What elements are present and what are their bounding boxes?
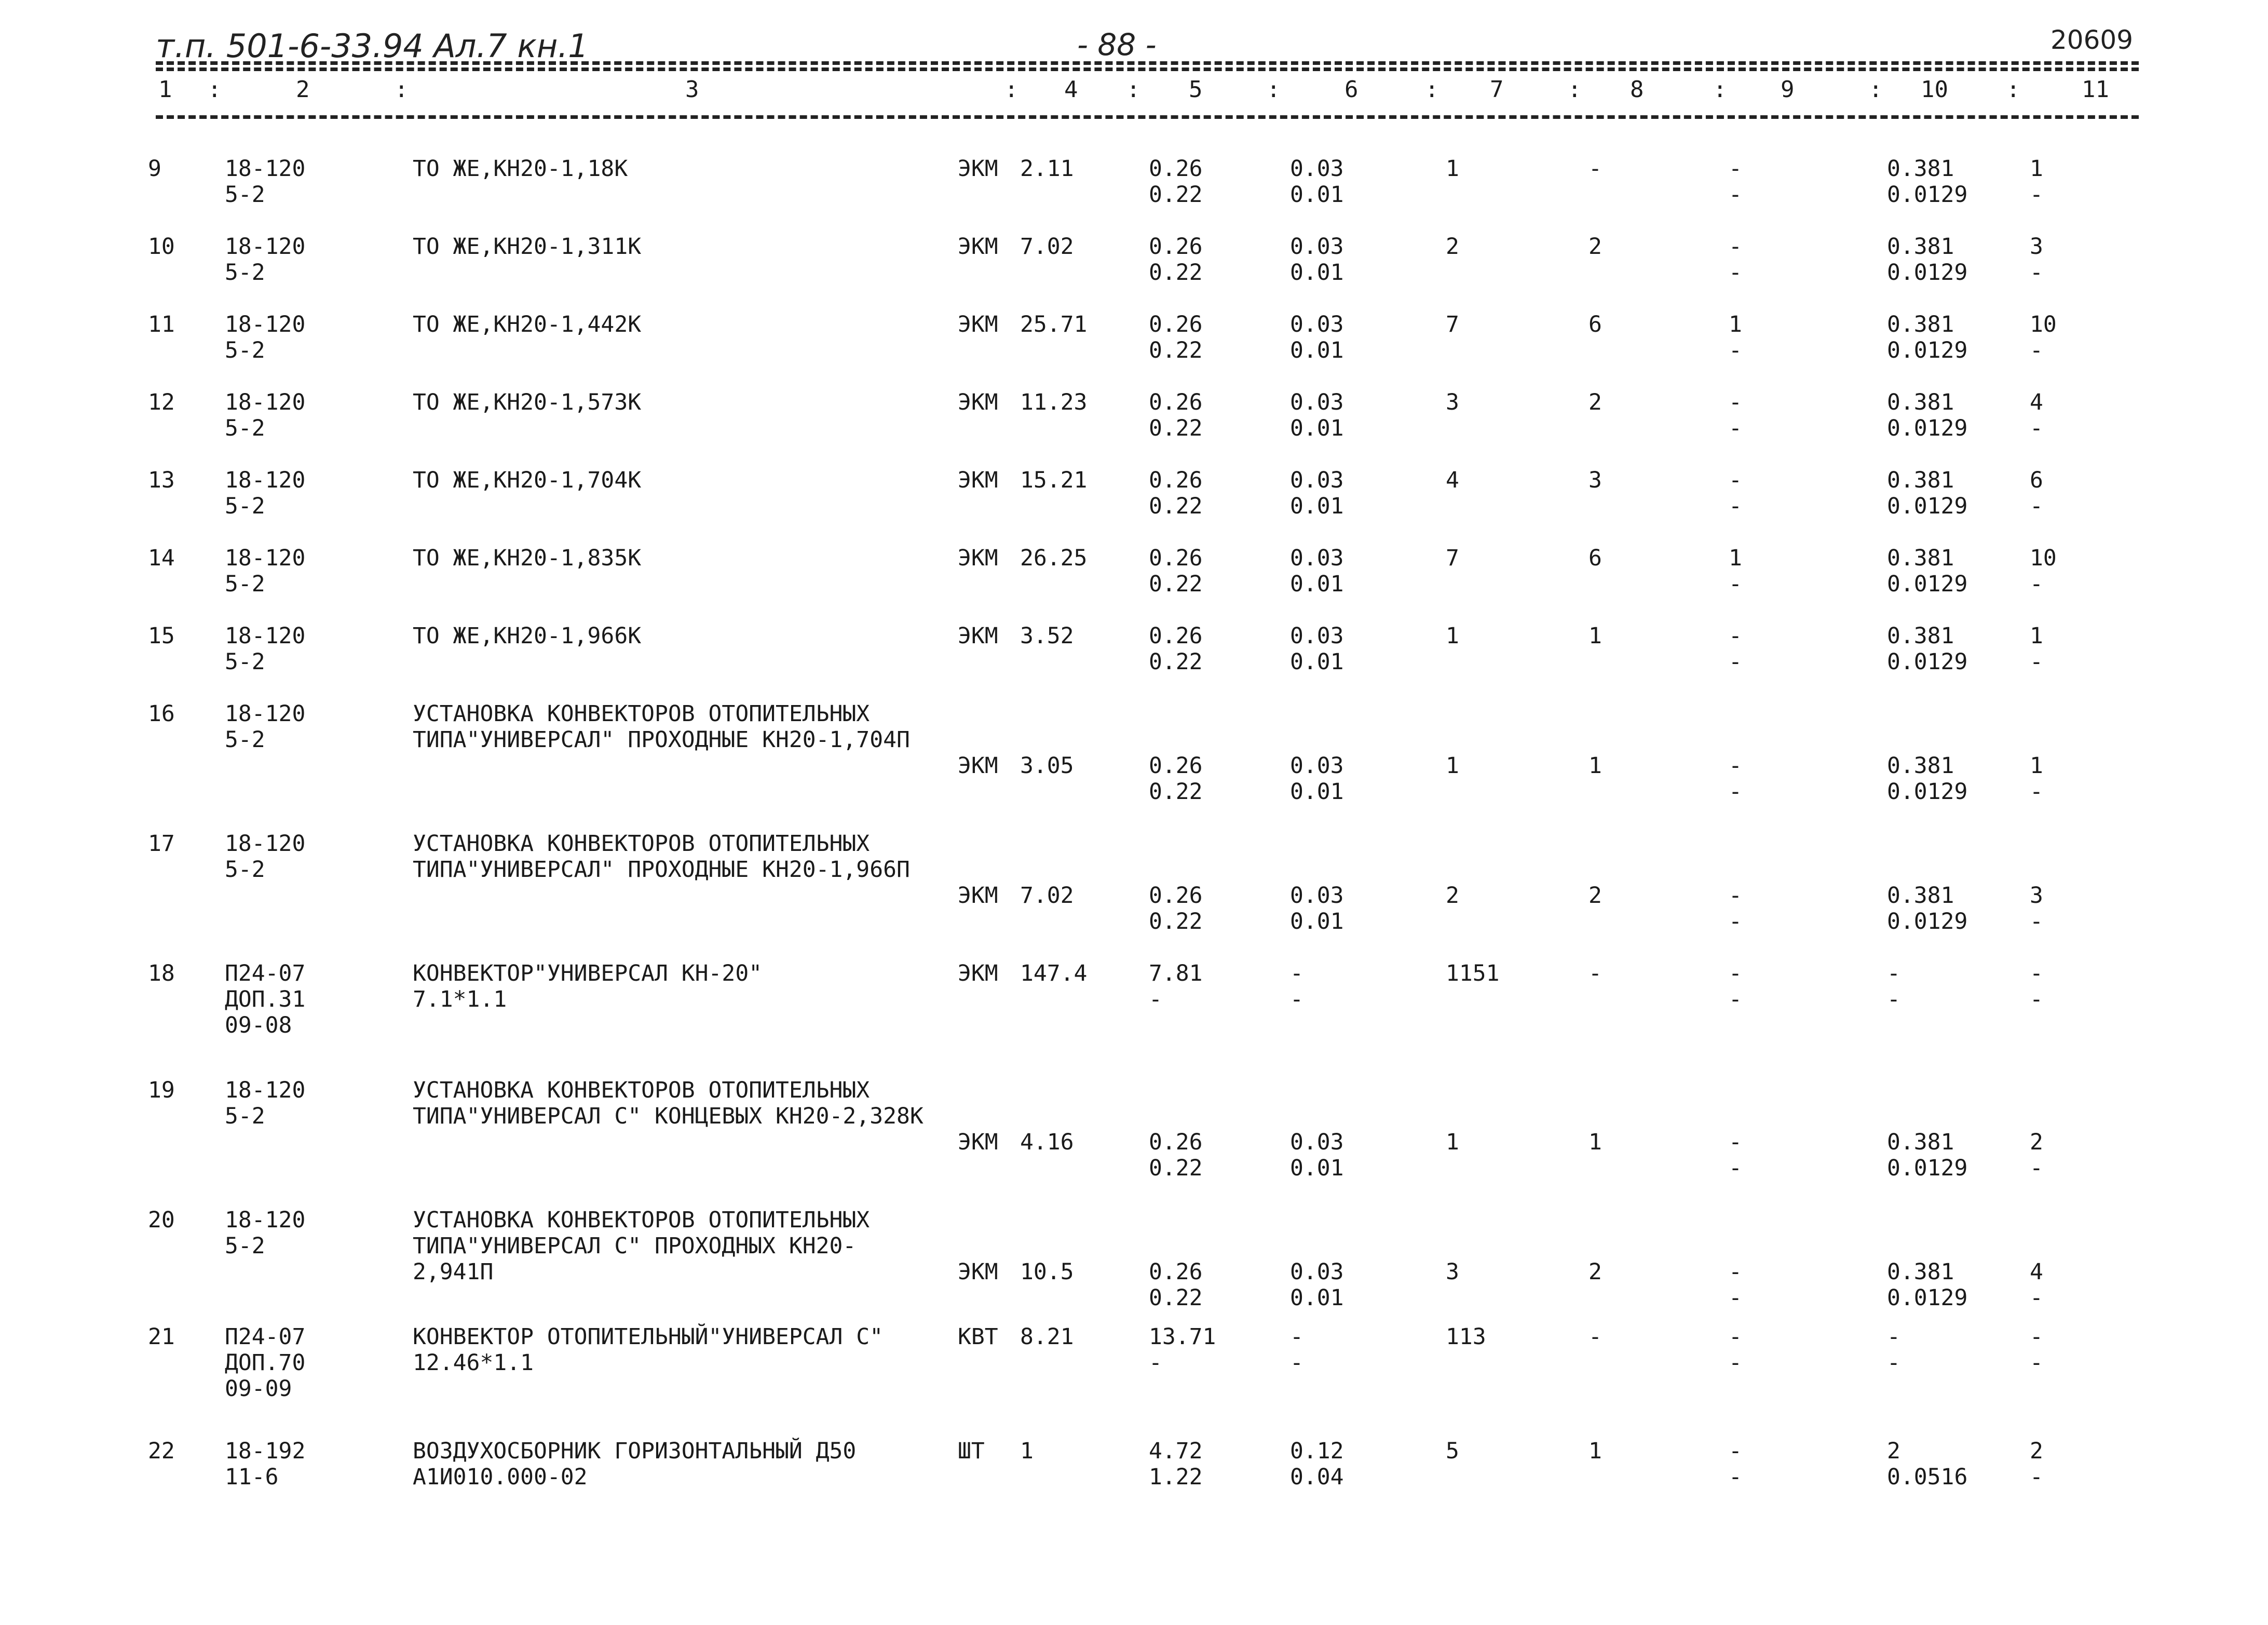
column-header-9: 9 (1781, 76, 1795, 103)
cell-unit: ЭКМ (958, 312, 998, 337)
cell-c10: 0.0129 (1887, 1155, 1968, 1181)
cell-unit: ЭКМ (958, 1129, 998, 1155)
column-separator: : (1425, 76, 1439, 103)
cell-code: 5-2 (225, 649, 265, 675)
cell-code: 5-2 (225, 571, 265, 597)
cell-code: 18-120 (225, 467, 306, 493)
cell-c7: 5 (1446, 1438, 1459, 1464)
cell-unit: ШТ (958, 1438, 985, 1464)
cell-c8: 1 (1588, 623, 1602, 649)
cell-c11: - (2030, 1324, 2043, 1350)
cell-desc: ТО ЖЕ,КН20-1,18К (413, 156, 628, 182)
cell-c11: - (2030, 779, 2043, 805)
cell-unit: ЭКМ (958, 389, 998, 415)
cell-unit: ЭКМ (958, 467, 998, 493)
cell-c7: 2 (1446, 234, 1459, 260)
cell-c11: - (2030, 493, 2043, 519)
cell-n: 13 (148, 467, 175, 493)
cell-code: 11-6 (225, 1464, 279, 1490)
cell-c11: 4 (2030, 389, 2043, 415)
top-rule-1 (156, 61, 2139, 65)
cell-unit: КВТ (958, 1324, 998, 1350)
cell-c10: 0.381 (1887, 545, 1954, 571)
cell-c5: 13.71 (1149, 1324, 1216, 1350)
cell-c10: - (1887, 960, 1900, 986)
cell-unit: ЭКМ (958, 234, 998, 260)
cell-c8: - (1588, 156, 1602, 182)
column-header-11: 11 (2082, 76, 2109, 103)
cell-unit: ЭКМ (958, 545, 998, 571)
cell-c5: 0.26 (1149, 753, 1203, 779)
cell-c10: 0.381 (1887, 312, 1954, 337)
cell-code: 18-120 (225, 389, 306, 415)
cell-c7: 1 (1446, 156, 1459, 182)
cell-c10: 0.381 (1887, 623, 1954, 649)
cell-c8: 1 (1588, 753, 1602, 779)
cell-c6: 0.01 (1290, 909, 1344, 935)
cell-c11: - (2030, 1285, 2043, 1311)
cell-c6: 0.01 (1290, 260, 1344, 286)
cell-c9: - (1729, 571, 1742, 597)
cell-c10: 0.0516 (1887, 1464, 1968, 1490)
cell-n: 11 (148, 312, 175, 337)
cell-c8: 1 (1588, 1129, 1602, 1155)
cell-qty: 7.02 (1020, 883, 1074, 909)
cell-c9: - (1729, 1285, 1742, 1311)
cell-c10: 0.0129 (1887, 493, 1968, 519)
cell-c6: 0.03 (1290, 467, 1344, 493)
cell-c10: 0.381 (1887, 467, 1954, 493)
cell-c9: - (1729, 493, 1742, 519)
cell-code: 5-2 (225, 493, 265, 519)
cell-code: 09-08 (225, 1012, 292, 1038)
cell-c6: 0.03 (1290, 156, 1344, 182)
cell-c11: 10 (2030, 312, 2057, 337)
cell-qty: 7.02 (1020, 234, 1074, 260)
cell-c9: - (1729, 389, 1742, 415)
column-separator: : (1126, 76, 1140, 103)
column-header-3: 3 (685, 76, 699, 103)
cell-c6: - (1290, 1350, 1303, 1376)
cell-c8: 3 (1588, 467, 1602, 493)
cell-c7: 1151 (1446, 960, 1500, 986)
cell-c11: 1 (2030, 753, 2043, 779)
cell-qty: 4.16 (1020, 1129, 1074, 1155)
cell-n: 22 (148, 1438, 175, 1464)
cell-n: 14 (148, 545, 175, 571)
cell-c11: 1 (2030, 623, 2043, 649)
cell-c7: 1 (1446, 1129, 1459, 1155)
cell-n: 19 (148, 1077, 175, 1103)
cell-desc: ТО ЖЕ,КН20-1,311К (413, 234, 642, 260)
cell-c10: 0.381 (1887, 1259, 1954, 1285)
cell-c11: - (2030, 260, 2043, 286)
cell-c6: 0.01 (1290, 1155, 1344, 1181)
cell-qty: 3.05 (1020, 753, 1074, 779)
cell-unit: ЭКМ (958, 883, 998, 909)
cell-c6: 0.03 (1290, 389, 1344, 415)
cell-c10: 0.0129 (1887, 571, 1968, 597)
cell-c10: 0.381 (1887, 234, 1954, 260)
cell-c10: 0.381 (1887, 883, 1954, 909)
cell-c6: 0.04 (1290, 1464, 1344, 1490)
cell-c9: - (1729, 260, 1742, 286)
column-header-4: 4 (1064, 76, 1078, 103)
cell-c10: 0.381 (1887, 156, 1954, 182)
cell-code: 18-120 (225, 1207, 306, 1233)
cell-c5: 0.22 (1149, 649, 1203, 675)
cell-c10: 0.0129 (1887, 909, 1968, 935)
cell-c9: - (1729, 1350, 1742, 1376)
cell-unit: ЭКМ (958, 1259, 998, 1285)
cell-desc: КОНВЕКТОР ОТОПИТЕЛЬНЫЙ"УНИВЕРСАЛ С" (413, 1324, 884, 1350)
cell-c11: 3 (2030, 234, 2043, 260)
cell-c6: 0.01 (1290, 415, 1344, 441)
cell-c5: - (1149, 1350, 1162, 1376)
cell-c10: 0.0129 (1887, 779, 1968, 805)
cell-c11: - (2030, 1155, 2043, 1181)
column-separator: : (1713, 76, 1727, 103)
cell-desc: ТИПА"УНИВЕРСАЛ" ПРОХОДНЫЕ КН20-1,704П (413, 727, 910, 753)
cell-c6: 0.01 (1290, 779, 1344, 805)
cell-c5: - (1149, 986, 1162, 1012)
cell-c9: - (1729, 234, 1742, 260)
cell-c5: 0.26 (1149, 234, 1203, 260)
cell-c6: 0.01 (1290, 571, 1344, 597)
cell-c8: 2 (1588, 389, 1602, 415)
cell-code: ДОП.31 (225, 986, 306, 1012)
cell-n: 21 (148, 1324, 175, 1350)
cell-c5: 0.26 (1149, 467, 1203, 493)
column-header-6: 6 (1344, 76, 1359, 103)
cell-c6: 0.01 (1290, 649, 1344, 675)
cell-c6: 0.03 (1290, 234, 1344, 260)
cell-c11: 6 (2030, 467, 2043, 493)
cell-c9: - (1729, 467, 1742, 493)
column-header-2: 2 (296, 76, 310, 103)
cell-c7: 7 (1446, 545, 1459, 571)
cell-code: 18-120 (225, 623, 306, 649)
cell-desc: 12.46*1.1 (413, 1350, 534, 1376)
cell-c10: 0.0129 (1887, 1285, 1968, 1311)
cell-code: П24-07 (225, 960, 306, 986)
cell-qty: 26.25 (1020, 545, 1088, 571)
cell-code: 5-2 (225, 1103, 265, 1129)
cell-c5: 0.26 (1149, 623, 1203, 649)
column-header-7: 7 (1490, 76, 1504, 103)
cell-c11: - (2030, 909, 2043, 935)
cell-n: 17 (148, 831, 175, 857)
cell-c10: - (1887, 1324, 1900, 1350)
cell-c6: 0.03 (1290, 623, 1344, 649)
cell-c9: - (1729, 1324, 1742, 1350)
cell-code: 5-2 (225, 857, 265, 883)
column-separator: : (1004, 76, 1018, 103)
page-number: - 88 - (1077, 27, 1157, 62)
cell-c7: 1 (1446, 623, 1459, 649)
cell-c10: - (1887, 986, 1900, 1012)
column-separator: : (1568, 76, 1582, 103)
cell-c5: 4.72 (1149, 1438, 1203, 1464)
cell-c5: 0.22 (1149, 779, 1203, 805)
cell-c9: - (1729, 779, 1742, 805)
cell-c5: 0.26 (1149, 312, 1203, 337)
cell-c6: 0.03 (1290, 312, 1344, 337)
cell-c11: - (2030, 415, 2043, 441)
cell-c9: - (1729, 986, 1742, 1012)
cell-c10: 0.381 (1887, 1129, 1954, 1155)
cell-c10: 0.0129 (1887, 337, 1968, 363)
cell-c11: - (2030, 960, 2043, 986)
cell-c9: 1 (1729, 312, 1742, 337)
cell-n: 15 (148, 623, 175, 649)
cell-c11: 10 (2030, 545, 2057, 571)
cell-c11: 2 (2030, 1438, 2043, 1464)
cell-c5: 0.26 (1149, 1259, 1203, 1285)
cell-c11: - (2030, 986, 2043, 1012)
cell-c9: - (1729, 182, 1742, 208)
cell-c6: - (1290, 1324, 1303, 1350)
cell-c5: 0.26 (1149, 545, 1203, 571)
cell-c8: 2 (1588, 1259, 1602, 1285)
cell-c9: - (1729, 753, 1742, 779)
cell-code: 18-120 (225, 156, 306, 182)
cell-desc: ТО ЖЕ,КН20-1,442К (413, 312, 642, 337)
cell-n: 16 (148, 701, 175, 727)
cell-c9: - (1729, 1155, 1742, 1181)
cell-c9: - (1729, 883, 1742, 909)
column-header-10: 10 (1921, 76, 1948, 103)
cell-c10: - (1887, 1350, 1900, 1376)
cell-c9: - (1729, 1438, 1742, 1464)
cell-code: 09-09 (225, 1376, 292, 1402)
cell-qty: 3.52 (1020, 623, 1074, 649)
cell-desc: УСТАНОВКА КОНВЕКТОРОВ ОТОПИТЕЛЬНЫХ (413, 701, 870, 727)
cell-code: 18-192 (225, 1438, 306, 1464)
cell-c7: 4 (1446, 467, 1459, 493)
cell-c6: 0.01 (1290, 493, 1344, 519)
cell-c9: - (1729, 337, 1742, 363)
cell-c5: 0.22 (1149, 182, 1203, 208)
cell-c6: 0.12 (1290, 1438, 1344, 1464)
cell-c9: - (1729, 649, 1742, 675)
cell-desc: КОНВЕКТОР"УНИВЕРСАЛ КН-20" (413, 960, 763, 986)
cell-desc: ТИПА"УНИВЕРСАЛ С" КОНЦЕВЫХ КН20-2,328К (413, 1103, 924, 1129)
cell-qty: 8.21 (1020, 1324, 1074, 1350)
cell-c6: 0.01 (1290, 182, 1344, 208)
cell-n: 18 (148, 960, 175, 986)
cell-code: ДОП.70 (225, 1350, 306, 1376)
column-separator: : (2006, 76, 2020, 103)
cell-c5: 0.22 (1149, 1285, 1203, 1311)
cell-c6: 0.01 (1290, 337, 1344, 363)
cell-unit: ЭКМ (958, 156, 998, 182)
cell-qty: 1 (1020, 1438, 1034, 1464)
cell-c11: - (2030, 649, 2043, 675)
cell-c10: 2 (1887, 1438, 1900, 1464)
cell-c5: 0.22 (1149, 909, 1203, 935)
cell-c9: - (1729, 1129, 1742, 1155)
cell-c11: - (2030, 182, 2043, 208)
cell-desc: ТИПА"УНИВЕРСАЛ С" ПРОХОДНЫХ КН20- (413, 1233, 857, 1259)
cell-c10: 0.381 (1887, 753, 1954, 779)
cell-c6: - (1290, 986, 1303, 1012)
cell-desc: УСТАНОВКА КОНВЕКТОРОВ ОТОПИТЕЛЬНЫХ (413, 1077, 870, 1103)
cell-c7: 2 (1446, 883, 1459, 909)
cell-c6: 0.03 (1290, 1129, 1344, 1155)
cell-c7: 1 (1446, 753, 1459, 779)
cell-c10: 0.381 (1887, 389, 1954, 415)
cell-desc: ТО ЖЕ,КН20-1,704К (413, 467, 642, 493)
cell-code: 5-2 (225, 182, 265, 208)
cell-c6: - (1290, 960, 1303, 986)
cell-desc: ВОЗДУХОСБОРНИК ГОРИЗОНТАЛЬНЫЙ Д50 (413, 1438, 857, 1464)
cell-desc: 7.1*1.1 (413, 986, 507, 1012)
cell-c7: 3 (1446, 1259, 1459, 1285)
cell-n: 10 (148, 234, 175, 260)
document-code: т.п. 501-6-33.94 Ал.7 кн.1 (156, 27, 589, 65)
cell-c9: - (1729, 415, 1742, 441)
cell-c11: 1 (2030, 156, 2043, 182)
cell-c8: - (1588, 1324, 1602, 1350)
cell-code: 18-120 (225, 545, 306, 571)
cell-c5: 0.22 (1149, 337, 1203, 363)
cell-qty: 15.21 (1020, 467, 1088, 493)
cell-c10: 0.0129 (1887, 415, 1968, 441)
cell-code: 5-2 (225, 1233, 265, 1259)
cell-c6: 0.03 (1290, 883, 1344, 909)
cell-unit: ЭКМ (958, 753, 998, 779)
cell-c10: 0.0129 (1887, 182, 1968, 208)
cell-qty: 147.4 (1020, 960, 1088, 986)
cell-c9: 1 (1729, 545, 1742, 571)
cell-c11: - (2030, 571, 2043, 597)
cell-c5: 0.26 (1149, 883, 1203, 909)
cell-qty: 10.5 (1020, 1259, 1074, 1285)
cell-code: 18-120 (225, 831, 306, 857)
header-bottom-rule (156, 115, 2139, 119)
cell-code: 5-2 (225, 727, 265, 753)
column-separator: : (395, 76, 409, 103)
cell-desc: ТО ЖЕ,КН20-1,966К (413, 623, 642, 649)
cell-desc: ТО ЖЕ,КН20-1,835К (413, 545, 642, 571)
cell-c6: 0.03 (1290, 1259, 1344, 1285)
cell-code: 18-120 (225, 312, 306, 337)
cell-desc: УСТАНОВКА КОНВЕКТОРОВ ОТОПИТЕЛЬНЫХ (413, 1207, 870, 1233)
cell-c7: 3 (1446, 389, 1459, 415)
cell-qty: 25.71 (1020, 312, 1088, 337)
cell-desc: ТО ЖЕ,КН20-1,573К (413, 389, 642, 415)
cell-c5: 0.22 (1149, 1155, 1203, 1181)
cell-c6: 0.03 (1290, 545, 1344, 571)
cell-c5: 1.22 (1149, 1464, 1203, 1490)
cell-unit: ЭКМ (958, 623, 998, 649)
cell-c5: 7.81 (1149, 960, 1203, 986)
cell-code: 18-120 (225, 701, 306, 727)
cell-code: 18-120 (225, 234, 306, 260)
cell-c10: 0.0129 (1887, 260, 1968, 286)
cell-c6: 0.01 (1290, 1285, 1344, 1311)
cell-c6: 0.03 (1290, 753, 1344, 779)
cell-code: П24-07 (225, 1324, 306, 1350)
cell-c11: - (2030, 337, 2043, 363)
cell-code: 5-2 (225, 337, 265, 363)
cell-code: 5-2 (225, 260, 265, 286)
cell-c10: 0.0129 (1887, 649, 1968, 675)
cell-c8: 6 (1588, 545, 1602, 571)
column-header-8: 8 (1630, 76, 1644, 103)
cell-c11: 3 (2030, 883, 2043, 909)
cell-c9: - (1729, 156, 1742, 182)
cell-c7: 113 (1446, 1324, 1486, 1350)
cell-c5: 0.22 (1149, 493, 1203, 519)
cell-c8: 2 (1588, 234, 1602, 260)
cell-c11: - (2030, 1464, 2043, 1490)
column-header-1: 1 (158, 76, 172, 103)
cell-c5: 0.22 (1149, 415, 1203, 441)
cell-n: 12 (148, 389, 175, 415)
cell-c8: - (1588, 960, 1602, 986)
cell-c9: - (1729, 1464, 1742, 1490)
cell-c9: - (1729, 909, 1742, 935)
cell-c7: 7 (1446, 312, 1459, 337)
column-separator: : (1869, 76, 1883, 103)
cell-c8: 2 (1588, 883, 1602, 909)
sheet-id: 20609 (2050, 25, 2134, 55)
cell-c9: - (1729, 960, 1742, 986)
cell-desc: ТИПА"УНИВЕРСАЛ" ПРОХОДНЫЕ КН20-1,966П (413, 857, 910, 883)
cell-qty: 2.11 (1020, 156, 1074, 182)
cell-qty: 11.23 (1020, 389, 1088, 415)
column-header-5: 5 (1189, 76, 1203, 103)
cell-desc: УСТАНОВКА КОНВЕКТОРОВ ОТОПИТЕЛЬНЫХ (413, 831, 870, 857)
column-separator: : (208, 76, 222, 103)
cell-c11: - (2030, 1350, 2043, 1376)
cell-c9: - (1729, 1259, 1742, 1285)
cell-c5: 0.26 (1149, 1129, 1203, 1155)
cell-desc: А1И010.000-02 (413, 1464, 588, 1490)
cell-c11: 4 (2030, 1259, 2043, 1285)
cell-c8: 1 (1588, 1438, 1602, 1464)
cell-code: 18-120 (225, 1077, 306, 1103)
cell-c5: 0.26 (1149, 156, 1203, 182)
cell-c5: 0.22 (1149, 260, 1203, 286)
top-rule-2 (156, 67, 2139, 71)
cell-n: 20 (148, 1207, 175, 1233)
cell-desc: 2,941П (413, 1259, 494, 1285)
cell-c11: 2 (2030, 1129, 2043, 1155)
column-separator: : (1267, 76, 1281, 103)
cell-code: 5-2 (225, 415, 265, 441)
cell-c5: 0.22 (1149, 571, 1203, 597)
cell-c9: - (1729, 623, 1742, 649)
cell-c8: 6 (1588, 312, 1602, 337)
cell-c5: 0.26 (1149, 389, 1203, 415)
cell-unit: ЭКМ (958, 960, 998, 986)
cell-n: 9 (148, 156, 161, 182)
